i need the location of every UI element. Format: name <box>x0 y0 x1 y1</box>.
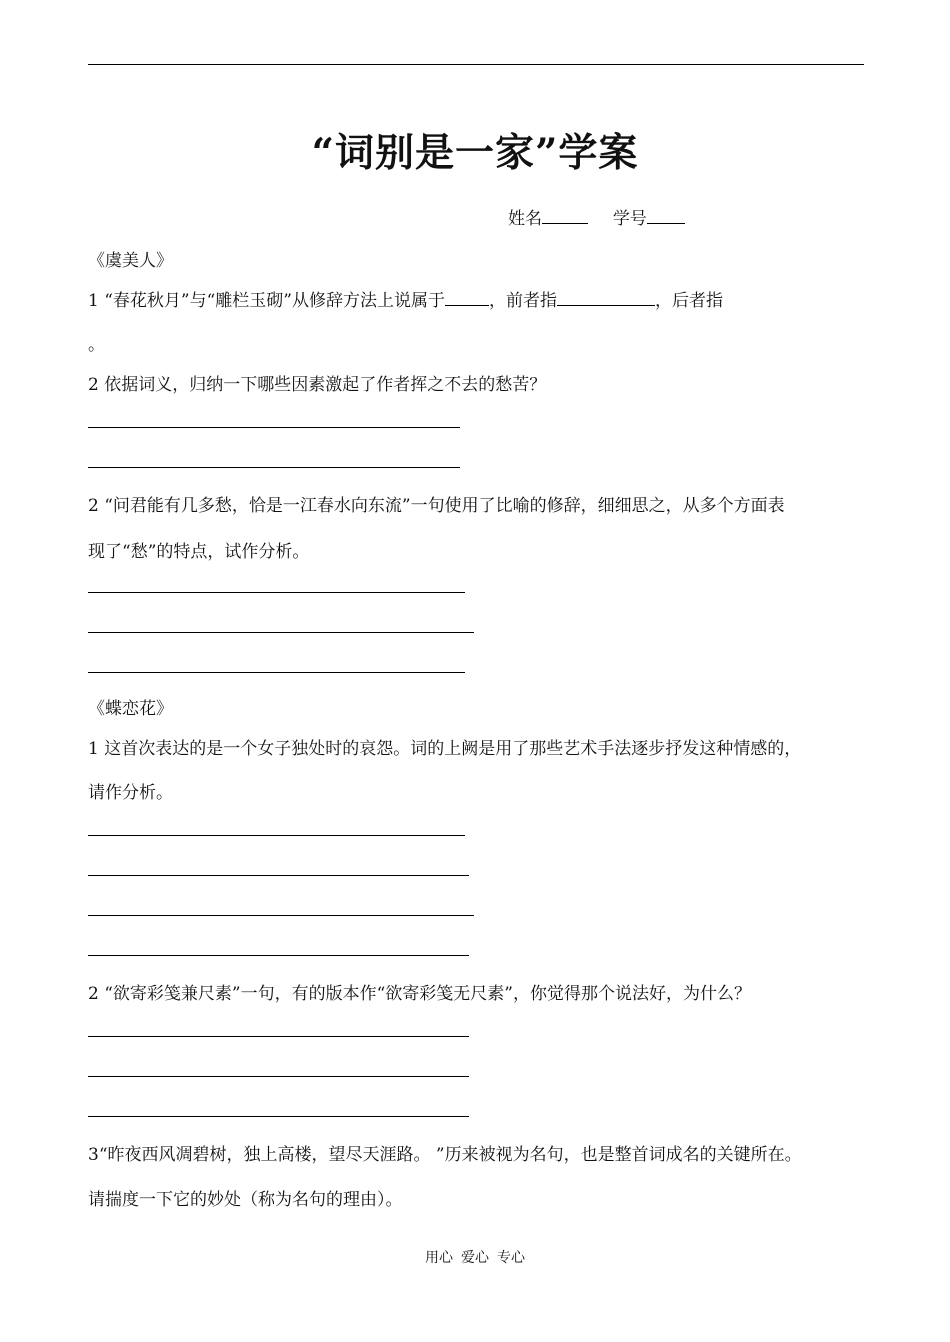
footer-word-3: 专心 <box>497 1250 525 1266</box>
answer-line[interactable] <box>88 592 465 593</box>
name-label: 姓名 <box>508 209 542 229</box>
question-3-dielianhua-line1: 3“昨夜西风凋碧树，独上高楼，望尽天涯路。 ”历来被视为名句，也是整首词成名的关键所在。 <box>88 1145 802 1165</box>
answer-line[interactable] <box>88 835 465 836</box>
answer-line[interactable] <box>88 915 474 916</box>
answer-blank[interactable] <box>445 291 489 306</box>
section-heading-yumeiren: 《虞美人》 <box>88 251 173 271</box>
question-1-dielianhua-line1: 1 这首次表达的是一个女子独处时的哀怨。词的上阙是用了那些艺术手法逐步抒发这种情感的， <box>88 739 802 759</box>
footer-word-2: 爱心 <box>461 1250 489 1266</box>
question-1-yumeiren: 1 “春花秋月”与“雕栏玉砌”从修辞方法上说属于 ，前者指 ，后者指 <box>88 291 723 311</box>
page-title: “词别是一家”学案 <box>311 130 639 176</box>
name-blank[interactable] <box>542 209 588 224</box>
answer-line[interactable] <box>88 875 469 876</box>
question-1-end: 。 <box>88 335 105 355</box>
question-2-dielianhua: 2 “欲寄彩笺兼尺素”一句，有的版本作“欲寄彩笺无尺素”，你觉得那个说法好，为什么？ <box>88 984 751 1004</box>
question-1-dielianhua-line2: 请作分析。 <box>88 783 173 803</box>
section-heading-dielianhua: 《蝶恋花》 <box>88 699 173 719</box>
answer-line[interactable] <box>88 427 460 428</box>
answer-line[interactable] <box>88 1036 469 1037</box>
question-3-yumeiren-line1: 2 “问君能有几多愁，恰是一江春水向东流”一句使用了比喻的修辞，细细思之，从多个方面表 <box>88 496 785 516</box>
answer-blank[interactable] <box>557 291 655 306</box>
id-blank[interactable] <box>647 209 685 224</box>
question-3-yumeiren-line2: 现了“愁”的特点，试作分析。 <box>88 542 310 562</box>
answer-line[interactable] <box>88 1116 469 1117</box>
page-footer <box>0 1247 950 1267</box>
header-rule <box>88 64 864 65</box>
answer-line[interactable] <box>88 672 465 673</box>
answer-line[interactable] <box>88 1076 469 1077</box>
student-info <box>508 204 685 229</box>
footer-word-1: 用心 <box>425 1250 453 1266</box>
question-2-yumeiren: 2 依据词义，归纳一下哪些因素激起了作者挥之不去的愁苦？ <box>88 375 547 395</box>
question-3-dielianhua-line2: 请揣度一下它的妙处（称为名句的理由）。 <box>88 1190 403 1210</box>
id-label: 学号 <box>612 209 647 229</box>
answer-line[interactable] <box>88 955 469 956</box>
answer-line[interactable] <box>88 467 460 468</box>
answer-line[interactable] <box>88 632 474 633</box>
